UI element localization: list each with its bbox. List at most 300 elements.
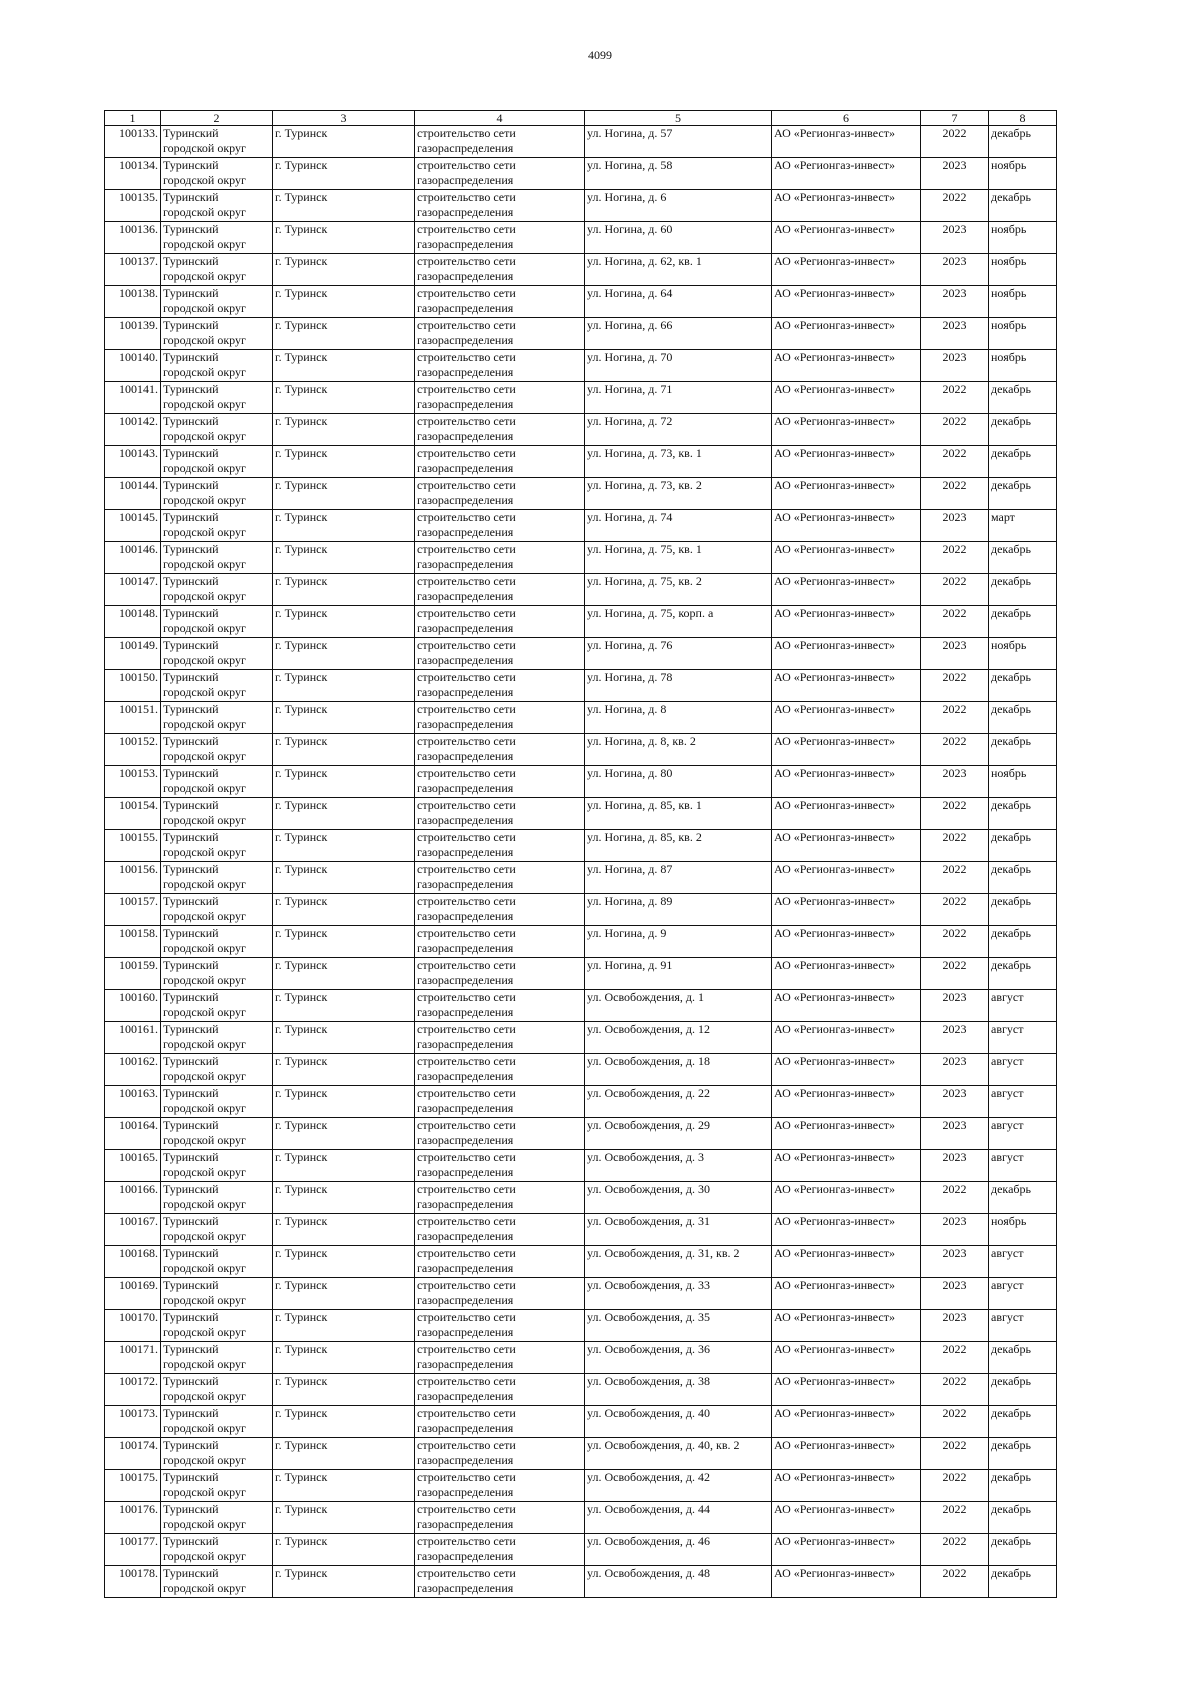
row-number: 100154. <box>105 798 161 830</box>
table-row <box>105 1182 1057 1214</box>
organization-cell: АО «Регионгаз-инвест» <box>772 894 921 926</box>
table-row <box>105 1502 1057 1534</box>
work-type-cell: строительство сети газораспределения <box>415 1214 585 1246</box>
table-row <box>105 926 1057 958</box>
table-row <box>105 1374 1057 1406</box>
month-cell: декабрь <box>989 478 1057 510</box>
work-type-cell: строительство сети газораспределения <box>415 1054 585 1086</box>
table-row <box>105 1342 1057 1374</box>
column-number: 8 <box>989 111 1057 126</box>
row-number: 100143. <box>105 446 161 478</box>
district-cell: Туринский городской округ <box>161 1534 273 1566</box>
month-cell: декабрь <box>989 1374 1057 1406</box>
column-number: 1 <box>105 111 161 126</box>
district-cell: Туринский городской округ <box>161 926 273 958</box>
organization-cell: АО «Регионгаз-инвест» <box>772 126 921 158</box>
district-cell: Туринский городской округ <box>161 350 273 382</box>
organization-cell: АО «Регионгаз-инвест» <box>772 542 921 574</box>
organization-cell: АО «Регионгаз-инвест» <box>772 830 921 862</box>
year-cell: 2022 <box>921 1534 989 1566</box>
year-cell: 2023 <box>921 222 989 254</box>
district-cell: Туринский городской округ <box>161 1566 273 1598</box>
year-cell: 2022 <box>921 414 989 446</box>
locality-cell: г. Туринск <box>273 766 415 798</box>
row-number: 100136. <box>105 222 161 254</box>
year-cell: 2022 <box>921 1438 989 1470</box>
table-row <box>105 894 1057 926</box>
work-type-cell: строительство сети газораспределения <box>415 1086 585 1118</box>
table-row <box>105 190 1057 222</box>
work-type-cell: строительство сети газораспределения <box>415 670 585 702</box>
work-type-cell: строительство сети газораспределения <box>415 734 585 766</box>
work-type-cell: строительство сети газораспределения <box>415 126 585 158</box>
locality-cell: г. Туринск <box>273 638 415 670</box>
district-cell: Туринский городской округ <box>161 1278 273 1310</box>
year-cell: 2022 <box>921 1374 989 1406</box>
table-row <box>105 702 1057 734</box>
district-cell: Туринский городской округ <box>161 382 273 414</box>
month-cell: декабрь <box>989 734 1057 766</box>
work-type-cell: строительство сети газораспределения <box>415 1246 585 1278</box>
table-row <box>105 1470 1057 1502</box>
address-cell: ул. Освобождения, д. 3 <box>585 1150 772 1182</box>
year-cell: 2023 <box>921 1118 989 1150</box>
month-cell: декабрь <box>989 190 1057 222</box>
address-cell: ул. Освобождения, д. 22 <box>585 1086 772 1118</box>
district-cell: Туринский городской округ <box>161 638 273 670</box>
row-number: 100140. <box>105 350 161 382</box>
table-row <box>105 510 1057 542</box>
district-cell: Туринский городской округ <box>161 190 273 222</box>
column-number: 5 <box>585 111 772 126</box>
month-cell: август <box>989 1118 1057 1150</box>
locality-cell: г. Туринск <box>273 1406 415 1438</box>
year-cell: 2022 <box>921 830 989 862</box>
locality-cell: г. Туринск <box>273 1182 415 1214</box>
table-row <box>105 862 1057 894</box>
month-cell: август <box>989 1022 1057 1054</box>
address-cell: ул. Ногина, д. 73, кв. 1 <box>585 446 772 478</box>
month-cell: декабрь <box>989 126 1057 158</box>
year-cell: 2022 <box>921 958 989 990</box>
column-number: 6 <box>772 111 921 126</box>
work-type-cell: строительство сети газораспределения <box>415 1182 585 1214</box>
table-row <box>105 670 1057 702</box>
district-cell: Туринский городской округ <box>161 510 273 542</box>
work-type-cell: строительство сети газораспределения <box>415 606 585 638</box>
district-cell: Туринский городской округ <box>161 1150 273 1182</box>
locality-cell: г. Туринск <box>273 1438 415 1470</box>
address-cell: ул. Освобождения, д. 40, кв. 2 <box>585 1438 772 1470</box>
year-cell: 2023 <box>921 1246 989 1278</box>
work-type-cell: строительство сети газораспределения <box>415 830 585 862</box>
year-cell: 2022 <box>921 926 989 958</box>
organization-cell: АО «Регионгаз-инвест» <box>772 1374 921 1406</box>
locality-cell: г. Туринск <box>273 862 415 894</box>
table-row <box>105 254 1057 286</box>
work-type-cell: строительство сети газораспределения <box>415 478 585 510</box>
year-cell: 2022 <box>921 670 989 702</box>
month-cell: март <box>989 510 1057 542</box>
year-cell: 2022 <box>921 542 989 574</box>
row-number: 100172. <box>105 1374 161 1406</box>
district-cell: Туринский городской округ <box>161 958 273 990</box>
row-number: 100150. <box>105 670 161 702</box>
month-cell: ноябрь <box>989 318 1057 350</box>
year-cell: 2023 <box>921 1278 989 1310</box>
locality-cell: г. Туринск <box>273 1566 415 1598</box>
month-cell: декабрь <box>989 1470 1057 1502</box>
address-cell: ул. Освобождения, д. 30 <box>585 1182 772 1214</box>
table-row <box>105 158 1057 190</box>
address-cell: ул. Освобождения, д. 46 <box>585 1534 772 1566</box>
year-cell: 2022 <box>921 1470 989 1502</box>
locality-cell: г. Туринск <box>273 574 415 606</box>
organization-cell: АО «Регионгаз-инвест» <box>772 318 921 350</box>
month-cell: ноябрь <box>989 158 1057 190</box>
row-number: 100177. <box>105 1534 161 1566</box>
district-cell: Туринский городской округ <box>161 894 273 926</box>
month-cell: ноябрь <box>989 1214 1057 1246</box>
year-cell: 2023 <box>921 286 989 318</box>
year-cell: 2022 <box>921 1566 989 1598</box>
address-cell: ул. Ногина, д. 62, кв. 1 <box>585 254 772 286</box>
locality-cell: г. Туринск <box>273 1470 415 1502</box>
district-cell: Туринский городской округ <box>161 734 273 766</box>
month-cell: декабрь <box>989 1438 1057 1470</box>
address-cell: ул. Ногина, д. 60 <box>585 222 772 254</box>
month-cell: декабрь <box>989 1182 1057 1214</box>
work-type-cell: строительство сети газораспределения <box>415 1470 585 1502</box>
table-row <box>105 1022 1057 1054</box>
row-number: 100174. <box>105 1438 161 1470</box>
address-cell: ул. Ногина, д. 72 <box>585 414 772 446</box>
table-row <box>105 638 1057 670</box>
gasification-table <box>104 110 1057 1598</box>
month-cell: декабрь <box>989 1566 1057 1598</box>
organization-cell: АО «Регионгаз-инвест» <box>772 862 921 894</box>
address-cell: ул. Освобождения, д. 35 <box>585 1310 772 1342</box>
row-number: 100163. <box>105 1086 161 1118</box>
column-number-row <box>105 111 1057 126</box>
organization-cell: АО «Регионгаз-инвест» <box>772 1566 921 1598</box>
row-number: 100168. <box>105 1246 161 1278</box>
locality-cell: г. Туринск <box>273 318 415 350</box>
year-cell: 2023 <box>921 1310 989 1342</box>
district-cell: Туринский городской округ <box>161 286 273 318</box>
locality-cell: г. Туринск <box>273 222 415 254</box>
table-row <box>105 798 1057 830</box>
district-cell: Туринский городской округ <box>161 318 273 350</box>
year-cell: 2022 <box>921 606 989 638</box>
month-cell: декабрь <box>989 1406 1057 1438</box>
month-cell: декабрь <box>989 702 1057 734</box>
address-cell: ул. Ногина, д. 87 <box>585 862 772 894</box>
organization-cell: АО «Регионгаз-инвест» <box>772 1406 921 1438</box>
address-cell: ул. Освобождения, д. 29 <box>585 1118 772 1150</box>
work-type-cell: строительство сети газораспределения <box>415 702 585 734</box>
row-number: 100176. <box>105 1502 161 1534</box>
locality-cell: г. Туринск <box>273 1374 415 1406</box>
district-cell: Туринский городской округ <box>161 414 273 446</box>
month-cell: декабрь <box>989 1342 1057 1374</box>
year-cell: 2023 <box>921 510 989 542</box>
address-cell: ул. Освобождения, д. 40 <box>585 1406 772 1438</box>
work-type-cell: строительство сети газораспределения <box>415 1502 585 1534</box>
locality-cell: г. Туринск <box>273 254 415 286</box>
month-cell: декабрь <box>989 894 1057 926</box>
table-row <box>105 542 1057 574</box>
address-cell: ул. Освобождения, д. 38 <box>585 1374 772 1406</box>
address-cell: ул. Ногина, д. 8, кв. 2 <box>585 734 772 766</box>
month-cell: декабрь <box>989 542 1057 574</box>
year-cell: 2023 <box>921 766 989 798</box>
row-number: 100134. <box>105 158 161 190</box>
district-cell: Туринский городской округ <box>161 1214 273 1246</box>
address-cell: ул. Ногина, д. 80 <box>585 766 772 798</box>
locality-cell: г. Туринск <box>273 830 415 862</box>
work-type-cell: строительство сети газораспределения <box>415 542 585 574</box>
table-row <box>105 1566 1057 1598</box>
district-cell: Туринский городской округ <box>161 990 273 1022</box>
row-number: 100169. <box>105 1278 161 1310</box>
table-body <box>105 126 1057 1598</box>
year-cell: 2022 <box>921 1182 989 1214</box>
organization-cell: АО «Регионгаз-инвест» <box>772 574 921 606</box>
organization-cell: АО «Регионгаз-инвест» <box>772 1246 921 1278</box>
month-cell: декабрь <box>989 606 1057 638</box>
table-row <box>105 606 1057 638</box>
year-cell: 2023 <box>921 350 989 382</box>
district-cell: Туринский городской округ <box>161 798 273 830</box>
district-cell: Туринский городской округ <box>161 830 273 862</box>
month-cell: август <box>989 1086 1057 1118</box>
row-number: 100152. <box>105 734 161 766</box>
page-number: 4099 <box>588 48 612 62</box>
organization-cell: АО «Регионгаз-инвест» <box>772 1502 921 1534</box>
month-cell: ноябрь <box>989 254 1057 286</box>
district-cell: Туринский городской округ <box>161 1022 273 1054</box>
organization-cell: АО «Регионгаз-инвест» <box>772 222 921 254</box>
district-cell: Туринский городской округ <box>161 542 273 574</box>
month-cell: декабрь <box>989 798 1057 830</box>
address-cell: ул. Ногина, д. 75, кв. 2 <box>585 574 772 606</box>
year-cell: 2022 <box>921 1406 989 1438</box>
district-cell: Туринский городской округ <box>161 1118 273 1150</box>
district-cell: Туринский городской округ <box>161 126 273 158</box>
address-cell: ул. Ногина, д. 66 <box>585 318 772 350</box>
year-cell: 2022 <box>921 446 989 478</box>
address-cell: ул. Ногина, д. 8 <box>585 702 772 734</box>
year-cell: 2022 <box>921 862 989 894</box>
organization-cell: АО «Регионгаз-инвест» <box>772 1310 921 1342</box>
district-cell: Туринский городской округ <box>161 574 273 606</box>
year-cell: 2022 <box>921 702 989 734</box>
row-number: 100167. <box>105 1214 161 1246</box>
row-number: 100138. <box>105 286 161 318</box>
work-type-cell: строительство сети газораспределения <box>415 798 585 830</box>
address-cell: ул. Освобождения, д. 48 <box>585 1566 772 1598</box>
year-cell: 2023 <box>921 158 989 190</box>
month-cell: декабрь <box>989 382 1057 414</box>
table-row <box>105 1054 1057 1086</box>
work-type-cell: строительство сети газораспределения <box>415 158 585 190</box>
locality-cell: г. Туринск <box>273 1086 415 1118</box>
month-cell: август <box>989 1278 1057 1310</box>
address-cell: ул. Ногина, д. 73, кв. 2 <box>585 478 772 510</box>
year-cell: 2023 <box>921 1150 989 1182</box>
address-cell: ул. Ногина, д. 75, корп. а <box>585 606 772 638</box>
table-row <box>105 414 1057 446</box>
month-cell: декабрь <box>989 830 1057 862</box>
row-number: 100155. <box>105 830 161 862</box>
district-cell: Туринский городской округ <box>161 1374 273 1406</box>
year-cell: 2023 <box>921 1022 989 1054</box>
locality-cell: г. Туринск <box>273 510 415 542</box>
organization-cell: АО «Регионгаз-инвест» <box>772 958 921 990</box>
address-cell: ул. Освобождения, д. 1 <box>585 990 772 1022</box>
organization-cell: АО «Регионгаз-инвест» <box>772 734 921 766</box>
district-cell: Туринский городской округ <box>161 1086 273 1118</box>
row-number: 100139. <box>105 318 161 350</box>
month-cell: декабрь <box>989 926 1057 958</box>
district-cell: Туринский городской округ <box>161 1246 273 1278</box>
month-cell: август <box>989 1150 1057 1182</box>
table-row <box>105 1118 1057 1150</box>
organization-cell: АО «Регионгаз-инвест» <box>772 990 921 1022</box>
year-cell: 2022 <box>921 382 989 414</box>
locality-cell: г. Туринск <box>273 414 415 446</box>
year-cell: 2023 <box>921 990 989 1022</box>
work-type-cell: строительство сети газораспределения <box>415 382 585 414</box>
year-cell: 2022 <box>921 478 989 510</box>
organization-cell: АО «Регионгаз-инвест» <box>772 510 921 542</box>
work-type-cell: строительство сети газораспределения <box>415 1118 585 1150</box>
work-type-cell: строительство сети газораспределения <box>415 286 585 318</box>
column-number: 2 <box>161 111 273 126</box>
address-cell: ул. Ногина, д. 89 <box>585 894 772 926</box>
work-type-cell: строительство сети газораспределения <box>415 510 585 542</box>
organization-cell: АО «Регионгаз-инвест» <box>772 1182 921 1214</box>
organization-cell: АО «Регионгаз-инвест» <box>772 1150 921 1182</box>
district-cell: Туринский городской округ <box>161 766 273 798</box>
work-type-cell: строительство сети газораспределения <box>415 1342 585 1374</box>
work-type-cell: строительство сети газораспределения <box>415 638 585 670</box>
table-row <box>105 478 1057 510</box>
work-type-cell: строительство сети газораспределения <box>415 862 585 894</box>
locality-cell: г. Туринск <box>273 1534 415 1566</box>
address-cell: ул. Ногина, д. 85, кв. 1 <box>585 798 772 830</box>
month-cell: август <box>989 990 1057 1022</box>
locality-cell: г. Туринск <box>273 350 415 382</box>
work-type-cell: строительство сети газораспределения <box>415 766 585 798</box>
row-number: 100149. <box>105 638 161 670</box>
work-type-cell: строительство сети газораспределения <box>415 446 585 478</box>
organization-cell: АО «Регионгаз-инвест» <box>772 478 921 510</box>
organization-cell: АО «Регионгаз-инвест» <box>772 1470 921 1502</box>
work-type-cell: строительство сети газораспределения <box>415 254 585 286</box>
locality-cell: г. Туринск <box>273 1214 415 1246</box>
organization-cell: АО «Регионгаз-инвест» <box>772 1022 921 1054</box>
organization-cell: АО «Регионгаз-инвест» <box>772 446 921 478</box>
work-type-cell: строительство сети газораспределения <box>415 1566 585 1598</box>
row-number: 100170. <box>105 1310 161 1342</box>
table-row <box>105 1150 1057 1182</box>
row-number: 100148. <box>105 606 161 638</box>
organization-cell: АО «Регионгаз-инвест» <box>772 158 921 190</box>
table-row <box>105 222 1057 254</box>
work-type-cell: строительство сети газораспределения <box>415 574 585 606</box>
row-number: 100157. <box>105 894 161 926</box>
row-number: 100156. <box>105 862 161 894</box>
work-type-cell: строительство сети газораспределения <box>415 1374 585 1406</box>
row-number: 100175. <box>105 1470 161 1502</box>
row-number: 100133. <box>105 126 161 158</box>
month-cell: ноябрь <box>989 350 1057 382</box>
address-cell: ул. Освобождения, д. 12 <box>585 1022 772 1054</box>
organization-cell: АО «Регионгаз-инвест» <box>772 766 921 798</box>
row-number: 100161. <box>105 1022 161 1054</box>
work-type-cell: строительство сети газораспределения <box>415 894 585 926</box>
table-row <box>105 1214 1057 1246</box>
organization-cell: АО «Регионгаз-инвест» <box>772 702 921 734</box>
locality-cell: г. Туринск <box>273 990 415 1022</box>
work-type-cell: строительство сети газораспределения <box>415 1278 585 1310</box>
district-cell: Туринский городской округ <box>161 254 273 286</box>
locality-cell: г. Туринск <box>273 126 415 158</box>
locality-cell: г. Туринск <box>273 670 415 702</box>
table-row <box>105 734 1057 766</box>
district-cell: Туринский городской округ <box>161 1310 273 1342</box>
address-cell: ул. Ногина, д. 6 <box>585 190 772 222</box>
district-cell: Туринский городской округ <box>161 158 273 190</box>
month-cell: декабрь <box>989 1502 1057 1534</box>
column-number: 4 <box>415 111 585 126</box>
work-type-cell: строительство сети газораспределения <box>415 1150 585 1182</box>
month-cell: декабрь <box>989 1534 1057 1566</box>
organization-cell: АО «Регионгаз-инвест» <box>772 926 921 958</box>
locality-cell: г. Туринск <box>273 734 415 766</box>
work-type-cell: строительство сети газораспределения <box>415 1534 585 1566</box>
locality-cell: г. Туринск <box>273 1246 415 1278</box>
row-number: 100142. <box>105 414 161 446</box>
organization-cell: АО «Регионгаз-инвест» <box>772 254 921 286</box>
organization-cell: АО «Регионгаз-инвест» <box>772 190 921 222</box>
table-row <box>105 318 1057 350</box>
row-number: 100171. <box>105 1342 161 1374</box>
locality-cell: г. Туринск <box>273 894 415 926</box>
locality-cell: г. Туринск <box>273 478 415 510</box>
district-cell: Туринский городской округ <box>161 1054 273 1086</box>
row-number: 100159. <box>105 958 161 990</box>
district-cell: Туринский городской округ <box>161 1502 273 1534</box>
month-cell: декабрь <box>989 862 1057 894</box>
district-cell: Туринский городской округ <box>161 1470 273 1502</box>
organization-cell: АО «Регионгаз-инвест» <box>772 606 921 638</box>
district-cell: Туринский городской округ <box>161 1182 273 1214</box>
work-type-cell: строительство сети газораспределения <box>415 222 585 254</box>
row-number: 100146. <box>105 542 161 574</box>
row-number: 100160. <box>105 990 161 1022</box>
month-cell: декабрь <box>989 958 1057 990</box>
address-cell: ул. Ногина, д. 70 <box>585 350 772 382</box>
work-type-cell: строительство сети газораспределения <box>415 958 585 990</box>
table-row <box>105 382 1057 414</box>
row-number: 100153. <box>105 766 161 798</box>
locality-cell: г. Туринск <box>273 1278 415 1310</box>
organization-cell: АО «Регионгаз-инвест» <box>772 1118 921 1150</box>
year-cell: 2022 <box>921 190 989 222</box>
